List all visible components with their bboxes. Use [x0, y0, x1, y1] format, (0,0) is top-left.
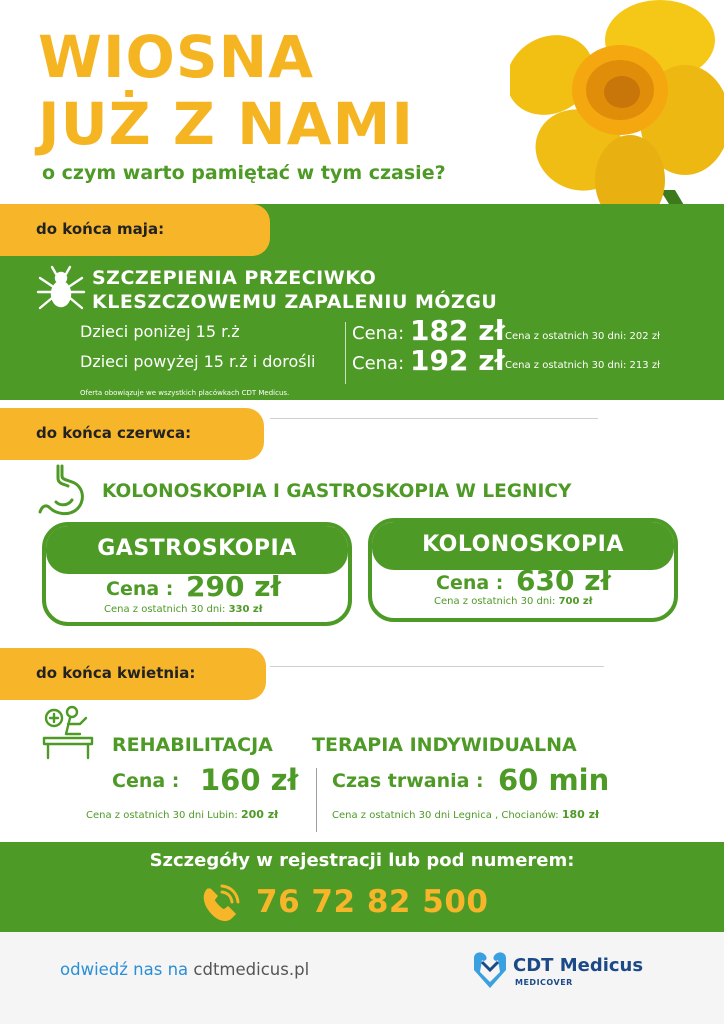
card-header: [372, 522, 674, 570]
gastroscopy-card: [42, 522, 352, 626]
contact-details-text: Szczegóły w rejestracji lub pod numerem:: [149, 850, 575, 871]
logo-subtitle: MEDICOVER: [515, 978, 573, 987]
duration-value: 60 min: [498, 763, 610, 797]
previous-price-label: Cena z ostatnich 30 dni:: [104, 604, 226, 615]
cdt-medicus-logo-icon: [470, 948, 510, 992]
children-under-15-label: Dzieci poniżej 15 r.ż: [80, 322, 240, 341]
previous-price-value: 700 zł: [558, 596, 593, 607]
section-rule: [270, 418, 598, 419]
previous-price-label: Cena z ostatnich 30 dni Legnica , Chocianów:: [332, 810, 559, 821]
headline-line-2: JUŻ Z NAMI: [38, 90, 414, 158]
colonoscopy-card: [368, 518, 678, 622]
deadline-tag-label: do końca kwietnia:: [36, 664, 196, 682]
price-label: Cena :: [112, 770, 180, 792]
rehab-price: 160 zł: [200, 763, 299, 797]
previous-price-label: Cena z ostatnich 30 dni Lubin:: [86, 810, 238, 821]
offer-note: Oferta obowiązuje we wszystkich placówkach CDT Medicus.: [80, 389, 290, 397]
previous-price-lubin: [86, 808, 278, 821]
visit-prefix: odwiedź nas na: [60, 960, 189, 979]
card-header: [46, 526, 348, 574]
rehabilitation-title: REHABILITACJA: [112, 734, 273, 756]
gastroscopy-previous-price: [104, 604, 262, 615]
individual-therapy-title: TERAPIA INDYWIDUALNA: [312, 734, 577, 756]
deadline-tag-june: [0, 408, 264, 460]
subtitle: o czym warto pamiętać w tym czasie?: [42, 162, 446, 184]
duration-label: Czas trwania :: [332, 770, 484, 792]
phone-icon: [200, 884, 240, 924]
deadline-tag-april: [0, 648, 266, 700]
website-link[interactable]: cdtmedicus.pl: [193, 960, 310, 979]
price-over-15: 192 zł: [410, 344, 505, 377]
vaccine-title-line-1: SZCZEPIENIA PRZECIWKO: [92, 267, 377, 289]
price-label: Cena:: [352, 353, 405, 374]
logo-name: CDT Medicus: [513, 955, 644, 976]
vaccine-title: [92, 266, 497, 314]
price-label: Cena :: [106, 578, 174, 600]
stomach-icon: [34, 462, 94, 522]
section-rule: [270, 666, 604, 667]
previous-price-value: 200 zł: [240, 808, 279, 821]
headline-line-1: WIOSNA: [38, 23, 315, 91]
vaccine-title-line-2: KLESZCZOWEMU ZAPALENIU MÓZGU: [92, 291, 498, 313]
previous-price-under-15: Cena z ostatnich 30 dni: 202 zł: [505, 331, 660, 342]
tick-icon: [34, 262, 88, 316]
vaccine-divider: [345, 322, 346, 384]
price-label: Cena :: [436, 572, 504, 594]
gastroscopy-price: 290 zł: [186, 570, 281, 603]
children-over-15-label: Dzieci powyżej 15 r.ż i dorośli: [80, 352, 316, 371]
card-title: GASTROSKOPIA: [97, 536, 297, 561]
price-label: Cena:: [352, 323, 405, 344]
previous-price-value: 330 zł: [228, 604, 263, 615]
rehab-divider: [316, 768, 317, 832]
previous-price-value: 180 zł: [561, 808, 600, 821]
card-title: KOLONOSKOPIA: [422, 532, 624, 557]
deadline-tag-label: do końca maja:: [36, 220, 165, 238]
previous-price-over-15: Cena z ostatnich 30 dni: 213 zł: [505, 360, 660, 371]
previous-price-label: Cena z ostatnich 30 dni:: [434, 596, 556, 607]
colonoscopy-previous-price: [434, 596, 592, 607]
colonoscopy-price: 630 zł: [516, 564, 611, 597]
endoscopy-title: KOLONOSKOPIA I GASTROSKOPIA W LEGNICY: [102, 481, 572, 502]
deadline-tag-may: [0, 204, 270, 256]
phone-number[interactable]: 76 72 82 500: [256, 884, 489, 920]
price-under-15: 182 zł: [410, 314, 505, 347]
deadline-tag-label: do końca czerwca:: [36, 424, 192, 442]
website-line: [60, 960, 309, 979]
previous-price-legnica: [332, 808, 599, 821]
rehabilitation-icon: [40, 704, 96, 760]
